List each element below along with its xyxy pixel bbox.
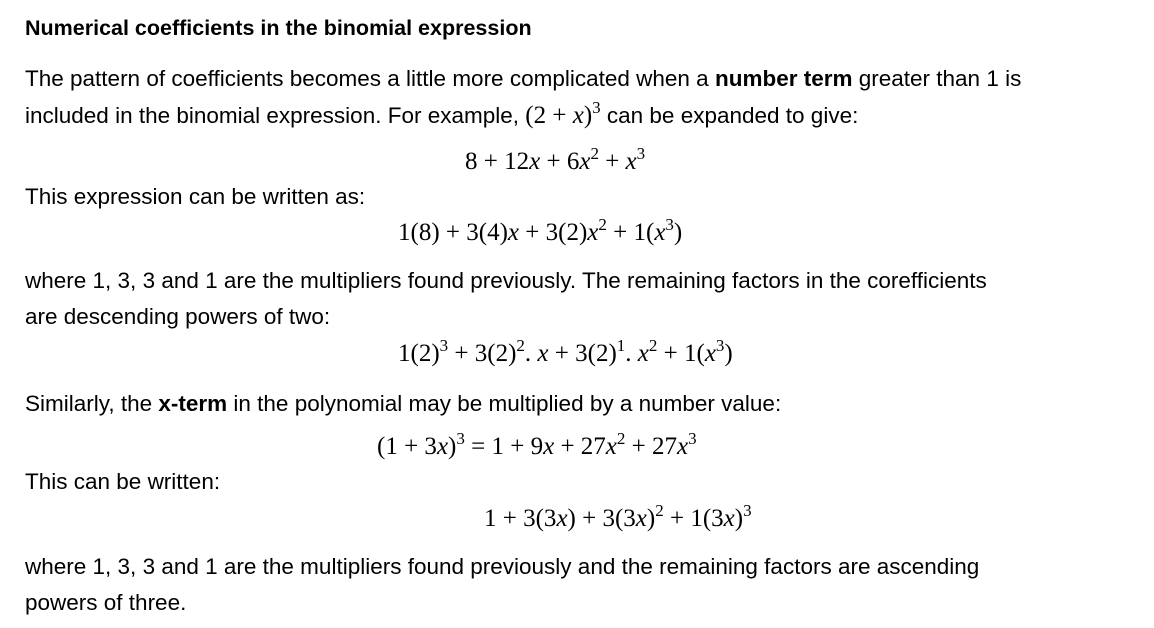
text-span: can be expanded to give: bbox=[600, 103, 859, 128]
equation-multipliers: $1(8) + 3(4)x + 3(2)x^2 + 1(x^3)$ bbox=[398, 214, 683, 246]
text-span: in the polynomial may be multiplied by a number value: bbox=[227, 391, 782, 416]
equation-expansion: $8 + 12x + 6x^2 + x^3$ bbox=[465, 143, 646, 175]
text-span: The pattern of coefficients becomes a little more complicated when a bbox=[25, 66, 715, 91]
bold-term: number term bbox=[714, 66, 853, 91]
paragraph-line: where 1, 3, 3 and 1 are the multipliers found previously. The remaining factors in the corefficients bbox=[25, 268, 987, 293]
paragraph-line: are descending powers of two: bbox=[25, 304, 331, 329]
text-span: greater than 1 is bbox=[852, 66, 1022, 91]
paragraph-line bbox=[25, 390, 781, 417]
inline-equation: $(2 + x)^3$ bbox=[525, 97, 601, 129]
paragraph-line: powers of three. bbox=[25, 590, 187, 615]
text-span: included in the binomial expression. For example, bbox=[25, 103, 526, 128]
text-span: Similarly, the bbox=[25, 391, 159, 416]
equation-x-term: $(1 + 3x)^3 = 1 + 9x + 27x^2 + 27x^3$ bbox=[377, 428, 697, 460]
equation-powers-of-two: $1(2)^3 + 3(2)^2$. $x + 3(2)^1$. $x^2 + 1(x^3)$ bbox=[398, 335, 733, 367]
paragraph-line bbox=[25, 65, 1021, 92]
paragraph-line: This expression can be written as: bbox=[25, 184, 366, 209]
paragraph-line: This can be written: bbox=[25, 469, 221, 494]
equation-powers-of-three: $1 + 3(3x) + 3(3x)^2 + 1(3x)^3$ bbox=[484, 500, 752, 532]
paragraph-line bbox=[25, 97, 859, 131]
bold-term: x-term bbox=[158, 391, 228, 416]
paragraph-line: where 1, 3, 3 and 1 are the multipliers found previously and the remaining factors are ascending bbox=[25, 554, 980, 579]
heading: Numerical coefficients in the binomial expression bbox=[25, 16, 532, 40]
